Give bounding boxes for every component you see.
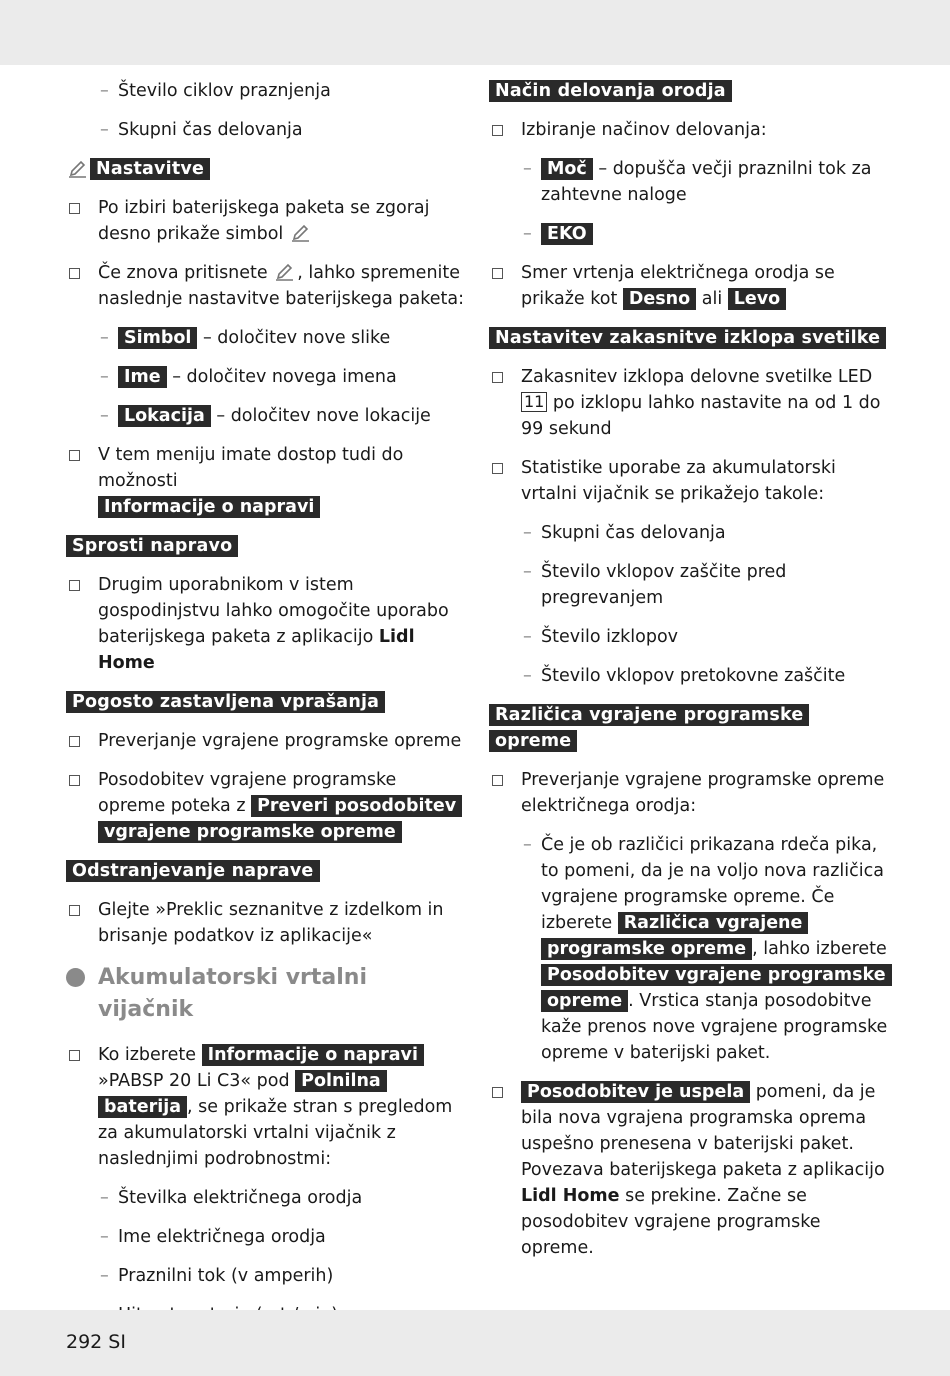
dash-marker: – — [523, 562, 532, 582]
heading-label: Nastavitve — [90, 158, 210, 180]
list-item: – Število vklopov pretokovne zaščite — [489, 663, 889, 689]
right-column — [489, 78, 889, 1274]
section-heading-zakasnitev — [489, 325, 889, 351]
dash-marker: – — [100, 120, 109, 140]
heading-label: Različica vgrajene programske opreme — [489, 704, 809, 752]
heading-label: Odstranjevanje naprave — [66, 860, 320, 882]
list-item: Preverjanje vgrajene programske opreme — [66, 728, 466, 754]
list-item: Ko izberete Informacije o napravi »PABSP 20 Li C3« pod Polnilna baterija , se prikaže stran s pregledom za akumulatorski vrtalni vijačnik z naslednjimi podrobnostmi: — [66, 1042, 466, 1172]
dash-marker: – — [100, 81, 109, 101]
dash-marker: – — [523, 224, 532, 244]
keyword-label: Lokacija — [118, 405, 211, 427]
keyword-label: Polnilna baterija — [98, 1070, 387, 1118]
keyword-label: Ime — [118, 366, 167, 388]
list-item: Smer vrtenja električnega orodja se prikaže kot Desno ali Levo — [489, 260, 889, 312]
list-item — [489, 221, 889, 247]
bottom-band — [0, 1310, 950, 1376]
list-item: – Praznilni tok (v amperih) — [66, 1263, 466, 1289]
list-item: Posodobitev vgrajene programske opreme poteka z Preveri posodobitev vgrajene programske opreme — [66, 767, 466, 845]
section-heading-razlicica — [489, 702, 819, 754]
list-item: Statistike uporabe za akumulatorski vrtalni vijačnik se prikažejo takole: — [489, 455, 889, 507]
list-item: Če znova pritisnete , lahko spremenite naslednje nastavitve baterijskega paketa: — [66, 260, 466, 312]
list-item: – Število ciklov praznjenja — [66, 78, 466, 104]
list-item: Po izbiri baterijskega paketa se zgoraj desno prikaže simbol — [66, 195, 466, 247]
section-heading-faq — [66, 689, 466, 715]
dash-marker: – — [523, 159, 532, 179]
keyword-label: Različica vgrajene programske opreme — [541, 912, 808, 960]
section-heading-nacin — [489, 78, 889, 104]
page-number: 292 SI — [66, 1331, 126, 1353]
heading-label: Pogosto zastavljena vprašanja — [66, 691, 385, 713]
list-item: – Ime električnega orodja — [66, 1224, 466, 1250]
list-item: – Skupni čas delovanja — [66, 117, 466, 143]
dash-marker: – — [100, 1188, 109, 1208]
dash-marker: – — [523, 627, 532, 647]
dash-marker: – — [100, 1266, 109, 1286]
pencil-icon — [291, 224, 311, 242]
bullet-dot-icon — [66, 968, 85, 987]
dash-marker: – — [100, 367, 109, 387]
list-item: – Če je ob različici prikazana rdeča pika, to pomeni, da je na voljo nova različica vgrajene programske opreme. Če izberete Različica vgrajene programske opreme , lahko izberete Posodobitev vgrajene programske opreme . Vrstica stanja posodobitve kaže prenos nove vgrajene programske opreme v baterijski paket. — [489, 832, 889, 1066]
list-item: Zakasnitev izklopa delovne svetilke LED 11 po izklopu lahko nastavite na od 1 do 99 sekund — [489, 364, 889, 442]
section-heading-odstranjevanje — [66, 858, 466, 884]
keyword-label: Posodobitev je uspela — [521, 1081, 750, 1103]
list-item: – Številka električnega orodja — [66, 1185, 466, 1211]
list-item: Glejte »Preklic seznanitve z izdelkom in brisanje podatkov iz aplikacije« — [66, 897, 466, 949]
list-item: – Lokacija – določitev nove lokacije — [66, 403, 466, 429]
keyword-label: Posodobitev vgrajene programske opreme — [541, 964, 892, 1012]
dash-marker: – — [523, 835, 532, 855]
list-item: Posodobitev je uspela pomeni, da je bila nova vgrajena programska oprema uspešno prenesena v baterijski paket. Povezava baterijskega paketa z aplikacijo Lidl Home se prekine. Začne se posodobitev vgrajene programske opreme. — [489, 1079, 889, 1261]
heading-label: Nastavitev zakasnitve izklopa svetilke — [489, 327, 886, 349]
heading-label: Sprosti napravo — [66, 535, 238, 557]
top-band — [0, 0, 950, 65]
dash-marker: – — [523, 523, 532, 543]
reference-number: 11 — [521, 392, 547, 412]
keyword-label: Simbol — [118, 327, 197, 349]
keyword-label: EKO — [541, 223, 593, 245]
keyword-label: Preveri posodobitev vgrajene programske opreme — [98, 795, 462, 843]
list-item: – Ime – določitev novega imena — [66, 364, 466, 390]
pencil-icon — [275, 263, 295, 281]
list-item: – Skupni čas delovanja — [489, 520, 889, 546]
left-column — [66, 78, 466, 1341]
section-heading-sprosti — [66, 533, 466, 559]
list-item: – Simbol – določitev nove slike — [66, 325, 466, 351]
list-item: – Število vklopov zaščite pred pregrevanjem — [489, 559, 889, 611]
list-item: V tem meniju imate dostop tudi do možnosti Informacije o napravi — [66, 442, 466, 520]
keyword-label: Informacije o napravi — [98, 496, 320, 518]
dash-marker: – — [100, 1227, 109, 1247]
keyword-label: Informacije o napravi — [202, 1044, 424, 1066]
list-item: – Število izklopov — [489, 624, 889, 650]
dash-marker: – — [100, 406, 109, 426]
list-item: Preverjanje vgrajene programske opreme električnega orodja: — [489, 767, 889, 819]
keyword-label: Levo — [728, 288, 786, 310]
keyword-label: Moč — [541, 158, 593, 180]
list-item: Izbiranje načinov delovanja: — [489, 117, 889, 143]
list-item: Drugim uporabnikom v istem gospodinjstvu lahko omogočite uporabo baterijskega paketa z aplikacijo Lidl Home — [66, 572, 466, 676]
section-heading-nastavitve — [66, 156, 466, 182]
keyword-label: Desno — [623, 288, 696, 310]
dash-marker: – — [100, 328, 109, 348]
list-item: – Moč – dopušča večji praznilni tok za zahtevne naloge — [489, 156, 889, 208]
dash-marker: – — [523, 666, 532, 686]
chapter-heading: Akumulatorski vrtalni vijačnik — [66, 962, 466, 1026]
heading-label: Način delovanja orodja — [489, 80, 732, 102]
pencil-icon — [68, 160, 88, 178]
